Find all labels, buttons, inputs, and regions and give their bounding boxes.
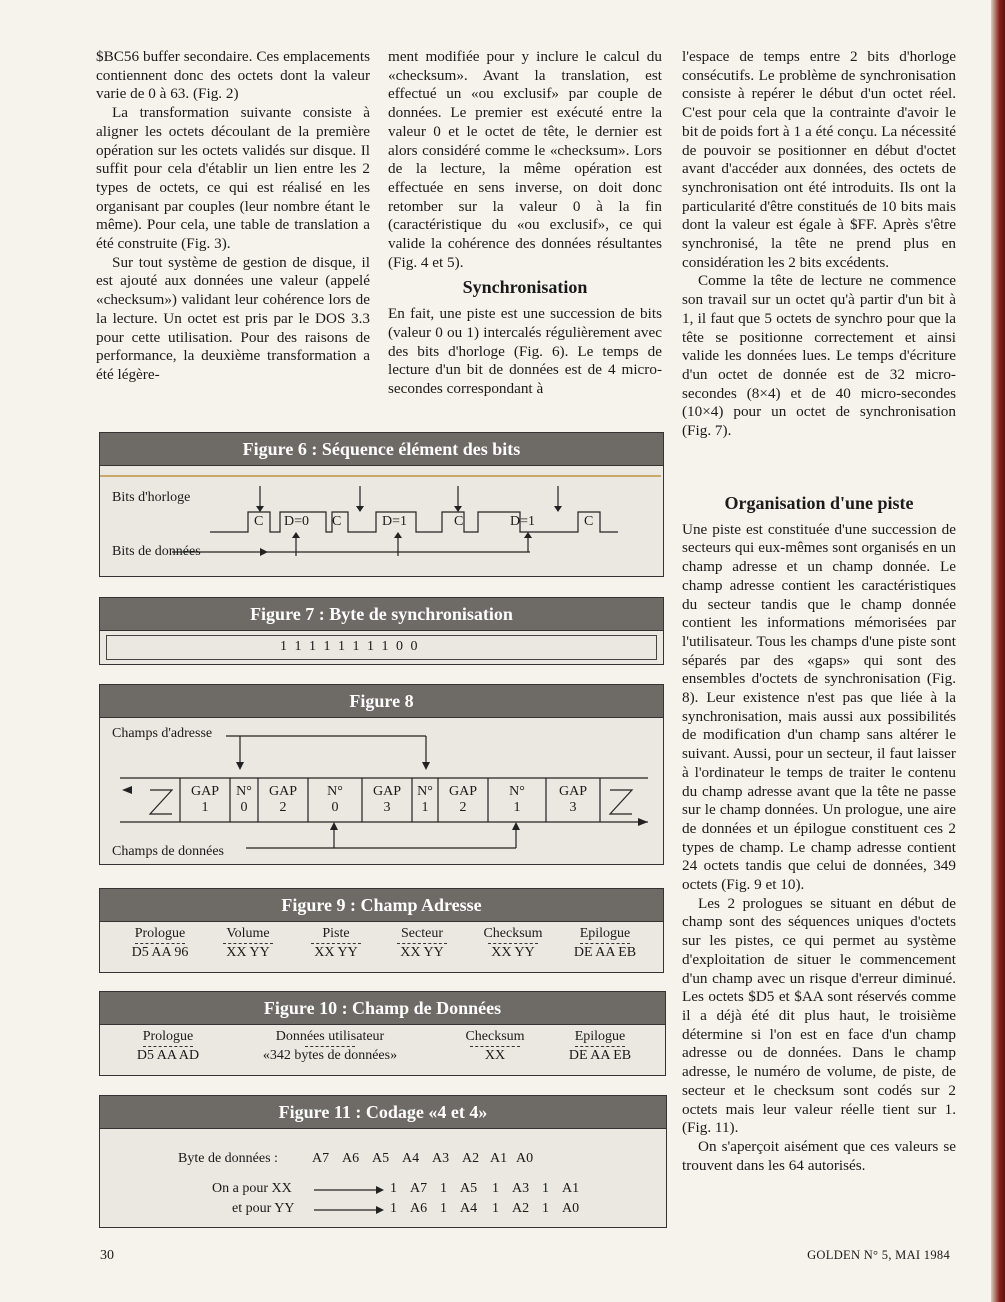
byte-bit-a7: A7: [312, 1151, 330, 1166]
col3-paragraph-2: Comme la tête de lecture ne commence son travail sur un octet qu'à partir d'un bit à 1, il faut que 5 octets de synchro pour que la tête se positionne correctement et ainsi valide les données lues. Le temps d'écriture d'un octet de donnée est de 32 micro-secondes (8×4) et de 40 micro-secondes (10×4) pour un octet de synchronisation (Fig. 7).: [682, 272, 956, 440]
figure-10-body: [100, 1025, 665, 1075]
yy-bit-1: A6: [410, 1201, 428, 1216]
address-epilogue: Epilogue DE AA EB: [573, 926, 637, 960]
byte-bit-a5: A5: [372, 1151, 390, 1166]
figure-9-title: Figure 9 : Champ Adresse: [100, 889, 663, 922]
col3-paragraph-3: Une piste est constituée d'une succession de secteurs qui eux-mêmes sont organisés en un champ adresse et un champ donnée. Le champ adresse contient les caractéristiques du secteur tandis que le champ donnée contient les informations mémorisées par l'utilisateur. Tous les champs d'une piste sont séparés par des «gaps» qui sont des ensembles d'octets de synchronisation (Fig. 8). Leur existence n'est pas que liée à la synchronisation, mais aussi aux possibilités de modification d'un champ sans altérer le suivant. Aussi, pour un secteur, il faut laisser à l'ordinateur le temps de traiter le contenu du champ adresse avant que la tête ne passe sur le champ données. Un prologue, une aire de données et un épilogue constituent ces 2 types de champ. Le champ adresse contient 24 octets tandis que celui de données, 349 octets (Fig. 9 et 10).: [682, 520, 956, 894]
gap-1-cell: GAP 1: [190, 784, 219, 815]
yy-bit-4: 1: [492, 1201, 499, 1216]
address-prologue: Prologue D5 AA 96: [131, 926, 189, 960]
issue-info: GOLDEN N° 5, MAI 1984: [807, 1248, 950, 1262]
figure-6: [99, 432, 664, 577]
figure-8-body: [100, 718, 663, 864]
address-checksum: Checksum XX YY: [483, 926, 543, 960]
xx-bit-0: 1: [390, 1181, 397, 1196]
col1-paragraph-2: La transformation suivante consiste à aligner les octets découlant de la première opération sur les octets validés sur disque. Il suffit pour cela d'établir un lien entre les 2 types de octets, ce qui est réalisé en les organisant par couples (leur nombre étant le même). Pour cela, une table de translation a été construite (Fig. 3).: [96, 104, 370, 253]
figure-6-body: [100, 466, 663, 576]
col1-paragraph-3: Sur tout système de gestion de disque, il est ajouté aux données une valeur (appelé «checksum») validant leur cohérence lors de la lecture. Un octet est pris par le DOS 3.3 pour cette utilisation. Pour des raisons de performance, la deuxième transformation a été légère-: [96, 253, 370, 383]
col3-paragraph-1: l'espace de temps entre 2 bits d'horloge consécutifs. Le problème de synchronisation consiste à repérer le début d'un octet réel. C'est pour cela que la contrainte d'avoir le bit de poids fort à 1 a été conçu. La nécessité de pouvoir se positionner en début d'octet avant d'accéder aux données, des octets de synchronisation ont été introduits. Ils ont la particularité d'être constitués de 10 bits mais dont la valeur est égale à $FF. Après s'être synchronisé, la tête ne prend plus en considération les 2 bits excédents.: [682, 48, 956, 271]
xx-bit-4: 1: [492, 1181, 499, 1196]
col2-paragraph-2: En fait, une piste est une succession de bits (valeur 0 ou 1) intercalés régulièrement avec des bits d'horloge (Fig. 6). Le temps de lecture d'un bit de données est de 4 micro-secondes correspondant à: [388, 305, 662, 397]
data-byte-label: Byte de données :: [178, 1151, 278, 1166]
yy-bit-0: 1: [390, 1201, 397, 1216]
figure-10: [99, 991, 666, 1076]
data-user-data: Données utilisateur «342 bytes de données»: [262, 1029, 398, 1063]
data-prologue: Prologue D5 AA AD: [136, 1029, 200, 1063]
xx-bit-1: A7: [410, 1181, 428, 1196]
address-sector: Secteur XX YY: [382, 926, 462, 961]
bit-timing-diagram: [100, 466, 661, 576]
gap-3-cell: GAP 3: [372, 784, 401, 815]
figure-11: [99, 1095, 667, 1228]
byte-bit-a2: A2: [462, 1151, 480, 1166]
sector-no-1-cell: N° 1: [417, 784, 433, 815]
data-bits-label: Bits de données: [112, 544, 201, 559]
yy-label: et pour YY: [232, 1201, 295, 1216]
data-bit-2: D=1: [382, 514, 408, 529]
byte-bit-a1: A1: [490, 1151, 508, 1166]
data-fields-label: Champs de données: [112, 844, 224, 859]
gap-2b-cell: GAP 2: [448, 784, 477, 815]
xx-bit-2: 1: [440, 1181, 447, 1196]
figure-6-title: Figure 6 : Séquence élément des bits: [100, 433, 663, 466]
xx-bit-6: 1: [542, 1181, 549, 1196]
yy-bit-7: A0: [562, 1201, 580, 1216]
figure-11-title: Figure 11 : Codage «4 et 4»: [100, 1096, 666, 1129]
figure-9: [99, 888, 664, 973]
figure-11-body: [100, 1129, 666, 1227]
column-3-bottom: [682, 488, 956, 1175]
data-bit-3: D=1: [510, 514, 536, 529]
yy-bit-5: A2: [512, 1201, 530, 1216]
data-bit-1: D=0: [284, 514, 310, 529]
clock-bit-4: C: [584, 514, 594, 529]
column-1: [96, 48, 370, 385]
xx-bit-3: A5: [460, 1181, 478, 1196]
byte-bit-a0: A0: [516, 1151, 534, 1166]
gap-3b-cell: GAP 3: [558, 784, 587, 815]
col3-paragraph-5: On s'aperçoit aisément que ces valeurs se trouvent dans les 64 autorisés.: [682, 1137, 956, 1174]
yy-bit-3: A4: [460, 1201, 478, 1216]
data-epilogue: Epilogue DE AA EB: [568, 1029, 632, 1063]
figure-8: [99, 684, 664, 865]
yy-bit-2: 1: [440, 1201, 447, 1216]
column-2: [388, 48, 662, 399]
address-fields-label: Champs d'adresse: [112, 726, 213, 741]
clock-bit-1: C: [254, 514, 264, 529]
address-volume: Volume XX YY: [208, 926, 288, 961]
col1-paragraph-1: $BC56 buffer secondaire. Ces emplacements contiennent donc des octets dont la valeur varie de 0 à 63. (Fig. 2): [96, 48, 370, 103]
byte-bit-a4: A4: [402, 1151, 420, 1166]
col3-paragraph-4: Les 2 prologues se situant en début de champ sont des séquences uniques d'octets sur les pistes, ce qui permet au système d'exploitation de situer le commencement d'un champ avec un risque d'erreur diminué. Les octets $D5 et $AA sont réservés comme il a déjà été dit plus haut, le troisième détermine si l'on est en face d'un champ adresse ou de données. Dans le champ adresse, le numéro de volume, de piste, de secteur et le checksum sont codés sur 2 octets mais leur valeur réelle tient sur 1. (Fig. 11).: [682, 894, 956, 1137]
section-heading-organisation: Organisation d'une piste: [724, 493, 914, 513]
page-edge: [991, 0, 1005, 1302]
col2-paragraph-1: ment modifiée pour y inclure le calcul du «checksum». Avant la translation, est effectué un «ou exclusif» par couple de données. Le premier est exécuté entre la valeur 0 et le octet de tête, le dernier est alors considéré comme le «checksum». Lors de la lecture, la même opération est effectuée en sens inverse, on doit donc retomber sur la valeur 0 à la fin (caractéristique du «ou exclusif», ce qui valide la cohérence des données résultantes (Fig. 4 et 5).: [388, 48, 662, 271]
sector-no-0-cell: N° 0: [236, 784, 252, 815]
address-track: Piste XX YY: [296, 926, 376, 961]
clock-bits-label: Bits d'horloge: [112, 490, 191, 505]
data-no-0-cell: N° 0: [327, 784, 343, 815]
page-number: 30: [100, 1248, 114, 1263]
column-3-top: [682, 48, 956, 441]
xx-label: On a pour XX: [212, 1181, 292, 1196]
figure-7-title: Figure 7 : Byte de synchronisation: [100, 598, 663, 631]
data-no-1-cell: N° 1: [509, 784, 525, 815]
byte-bit-a6: A6: [342, 1151, 360, 1166]
encoding-arrows: [100, 1129, 666, 1227]
figure-7: [99, 597, 664, 665]
figure-7-body: [100, 631, 663, 664]
sync-byte-bits: 1 1 1 1 1 1 1 1 0 0: [280, 639, 420, 654]
section-heading-synchronisation: Synchronisation: [462, 277, 588, 298]
xx-bit-7: A1: [562, 1181, 580, 1196]
gap-2-cell: GAP 2: [268, 784, 297, 815]
clock-bit-2: C: [332, 514, 342, 529]
byte-bit-a3: A3: [432, 1151, 450, 1166]
figure-9-body: [100, 922, 663, 972]
data-checksum: Checksum XX: [465, 1029, 525, 1063]
figure-8-title: Figure 8: [100, 685, 663, 718]
yy-bit-6: 1: [542, 1201, 549, 1216]
figure-10-title: Figure 10 : Champ de Données: [100, 992, 665, 1025]
xx-bit-5: A3: [512, 1181, 530, 1196]
clock-bit-3: C: [454, 514, 464, 529]
